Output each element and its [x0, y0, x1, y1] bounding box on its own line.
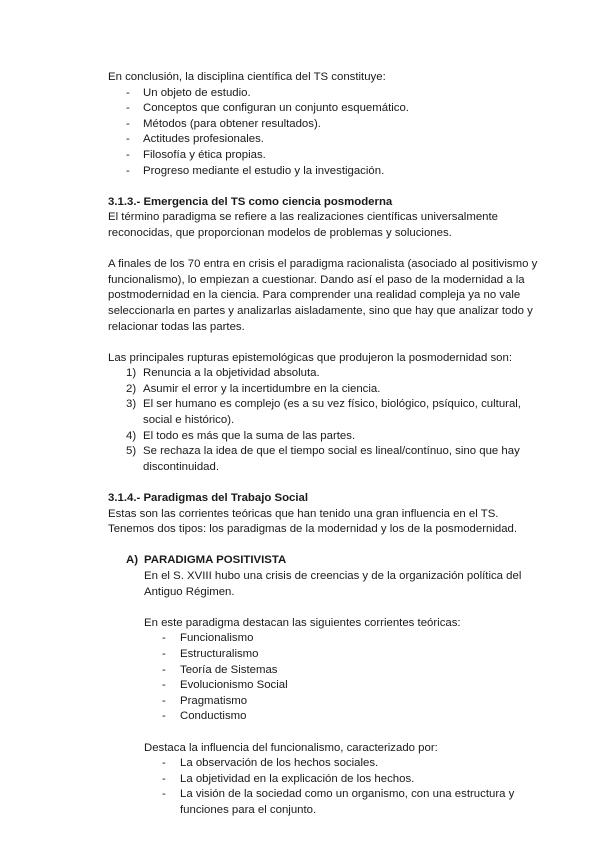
paradigm-a-marker: A) — [126, 554, 139, 567]
conclusion-list — [108, 86, 538, 180]
document-page — [108, 70, 538, 819]
list-item: - Teoría de Sistemas — [108, 663, 538, 679]
list-item: 5) Se rechaza la idea de que el tiempo social es lineal/contínuo, sino que hay discontinuidad. — [126, 445, 520, 473]
dash-bullet: - — [162, 632, 166, 645]
dash-bullet: - — [126, 86, 130, 99]
list-item: 2) Asumir el error y la incertidumbre en la ciencia. — [126, 382, 381, 395]
list-item: - Pragmatismo — [108, 694, 538, 710]
list-item: - Conceptos que configuran un conjunto esquemático. — [108, 101, 538, 117]
dash-bullet: - — [162, 663, 166, 676]
list-item: - Conductismo — [108, 709, 538, 725]
dash-bullet: - — [162, 788, 166, 801]
list-item: - La visión de la sociedad como un organismo, con una estructura y funciones para el conjunto. — [162, 788, 515, 816]
list-item: - Progreso mediante el estudio y la investigación. — [108, 164, 538, 180]
currents-list — [108, 631, 538, 725]
list-item: 1) Renuncia a la objetividad absoluta. — [126, 367, 320, 380]
section-314-para1: Estas son las corrientes teóricas que han tenido una gran influencia en el TS. Tenemos dos tipos: los paradigmas de la modernidad y los de la posmodernidad. — [108, 507, 518, 536]
dash-bullet: - — [162, 647, 166, 660]
dash-bullet: - — [126, 133, 130, 146]
dash-bullet: - — [162, 772, 166, 785]
section-313-para1: El término paradigma se refiere a las realizaciones científicas universalmente reconocidas, que proporcionan modelos de problemas y soluciones. — [108, 211, 498, 239]
dash-bullet: - — [126, 148, 130, 161]
list-item: - Actitudes profesionales. — [108, 132, 538, 148]
list-item: - La observación de los hechos sociales. — [108, 756, 538, 772]
conclusion-intro: En conclusión, la disciplina científica del TS constituye: — [108, 71, 386, 83]
dash-bullet: - — [126, 102, 130, 115]
dash-bullet: - — [162, 710, 166, 723]
dash-bullet: - — [162, 679, 166, 692]
dash-bullet: - — [126, 164, 130, 177]
list-item: - Estructuralismo — [108, 647, 538, 663]
paradigm-a-heading — [108, 553, 538, 569]
list-item: - Un objeto de estudio. — [108, 86, 538, 102]
dash-bullet: - — [126, 117, 130, 130]
section-314-heading: 3.1.4.- Paradigmas del Trabajo Social — [108, 492, 309, 505]
paradigm-a-para1: En el S. XVIII hubo una crisis de creencias y de la organización política del Antiguo Régimen. — [144, 570, 522, 598]
list-item: - Filosofía y ética propias. — [108, 148, 538, 164]
list-item: - Evolucionismo Social — [108, 678, 538, 694]
section-313-heading: 3.1.3.- Emergencia del TS como ciencia posmoderna — [108, 195, 393, 208]
list-item: - Funcionalismo — [108, 631, 538, 647]
list-item: 4) El todo es más que la suma de las partes. — [126, 429, 356, 442]
section-313-para2: A finales de los 70 entra en crisis el paradigma racionalista (asociado al positivismo y funcionalismo), lo empiezan a cuestionar. Dando así el paso de la modernidad a la postmodernidad en la ciencia. Para comprender una realidad compleja ya no vale seleccionarla en partes y analizarlas aisladamente, sino que hay que analizar todo y relacionar todas las partes. — [108, 258, 538, 333]
ruptures-intro: Las principales rupturas epistemológicas que produjeron la posmodernidad son: — [108, 351, 512, 364]
list-item: - Métodos (para obtener resultados). — [108, 117, 538, 133]
functionalism-intro: Destaca la influencia del funcionalismo, caracterizado por: — [144, 741, 438, 754]
ruptures-list — [108, 366, 538, 475]
currents-intro: En este paradigma destacan las siguientes corrientes teóricas: — [144, 616, 461, 629]
list-item: - La objetividad en la explicación de los hechos. — [108, 772, 538, 788]
dash-bullet: - — [162, 757, 166, 770]
functionalism-list — [108, 756, 538, 818]
list-item: 3) El ser humano es complejo (es a su vez físico, biológico, psíquico, cultural, social e histórico). — [126, 398, 521, 427]
dash-bullet: - — [162, 694, 166, 707]
paradigm-a-title: PARADIGMA POSITIVISTA — [144, 554, 287, 567]
